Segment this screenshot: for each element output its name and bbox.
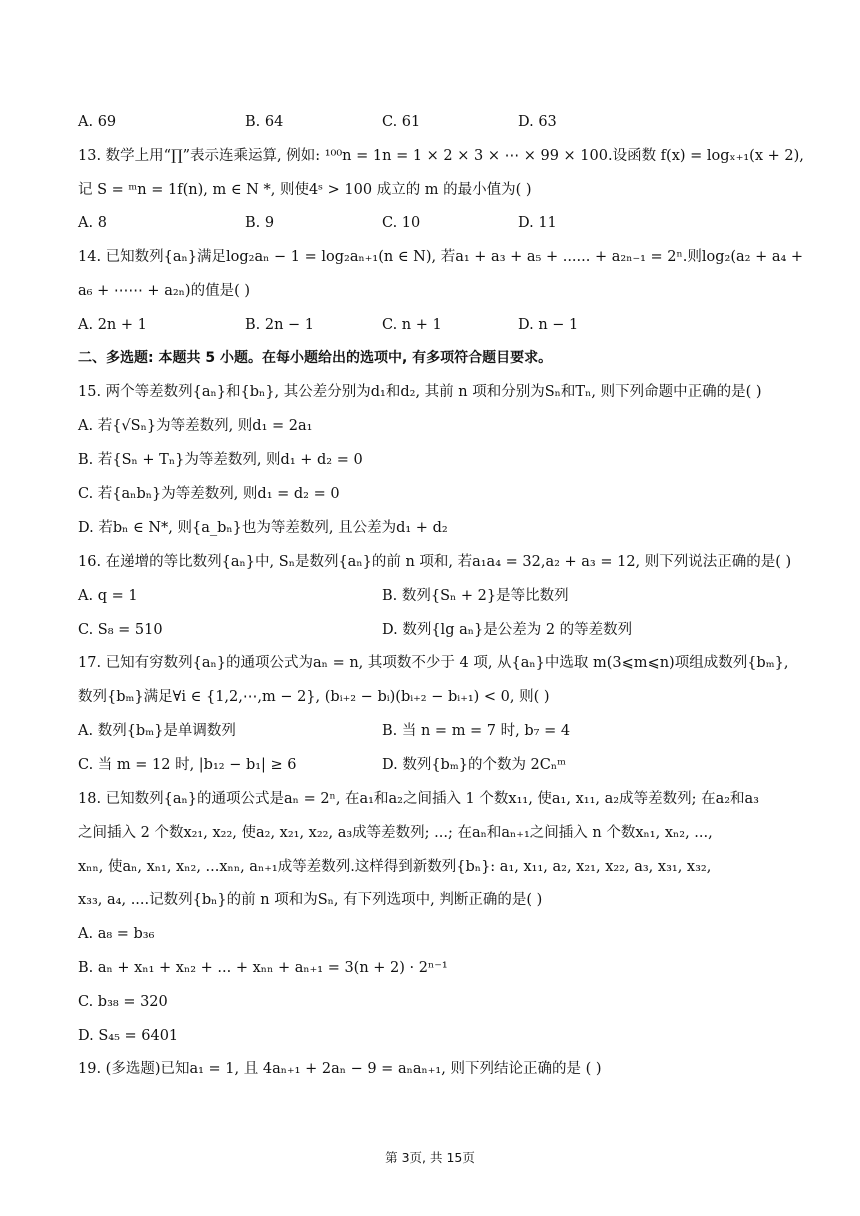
q12-option-a: A. 69 <box>78 114 117 130</box>
q13-stem-line-2: 记 S = ᵐn = 1f(n), m ∈ N *, 则使4ˢ > 100 成立的 m 的最小值为( ) <box>78 182 532 198</box>
q18-option-a: A. a₈ = b₃₆ <box>78 926 155 942</box>
q13-option-c: C. 10 <box>382 215 421 231</box>
q16-option-c: C. S₈ = 510 <box>78 622 163 638</box>
q14-option-b: B. 2n − 1 <box>245 317 315 333</box>
q18-stem-line-1: 18. 已知数列{aₙ}的通项公式是aₙ = 2ⁿ, 在a₁和a₂之间插入 1 个数x₁₁, 使a₁, x₁₁, a₂成等差数列; 在a₂和a₃ <box>78 791 759 807</box>
q18-stem-line-4: x₃₃, a₄, ....记数列{bₙ}的前 n 项和为Sₙ, 有下列选项中, 判断正确的是( ) <box>78 892 543 908</box>
q17-option-d: D. 数列{bₘ}的个数为 2Cₙᵐ <box>382 757 567 773</box>
q12-option-d: D. 63 <box>518 114 557 130</box>
q17-option-a: A. 数列{bₘ}是单调数列 <box>78 723 236 739</box>
q17-option-b: B. 当 n = m = 7 时, b₇ = 4 <box>382 723 571 739</box>
q19-stem-line-1: 19. (多选题)已知a₁ = 1, 且 4aₙ₊₁ + 2aₙ − 9 = aₙaₙ₊₁, 则下列结论正确的是 ( ) <box>78 1061 602 1077</box>
q17-stem-line-1: 17. 已知有穷数列{aₙ}的通项公式为aₙ = n, 其项数不少于 4 项, 从{aₙ}中选取 m(3⩽m⩽n)项组成数列{bₘ}, <box>78 655 789 671</box>
q15-option-d: D. 若bₙ ∈ N*, 则{a_bₙ}也为等差数列, 且公差为d₁ + d₂ <box>78 520 448 536</box>
q12-option-b: B. 64 <box>245 114 284 130</box>
q14-option-a: A. 2n + 1 <box>78 317 147 333</box>
q13-stem-line-1: 13. 数学上用“∏”表示连乘运算, 例如: ¹⁰⁰n = 1n = 1 × 2 × 3 × ⋯ × 99 × 100.设函数 f(x) = logₓ₊₁(x + 2), <box>78 148 804 164</box>
q17-option-c: C. 当 m = 12 时, |b₁₂ − b₁| ≥ 6 <box>78 757 297 773</box>
q15-stem-line-1: 15. 两个等差数列{aₙ}和{bₙ}, 其公差分别为d₁和d₂, 其前 n 项和分别为Sₙ和Tₙ, 则下列命题中正确的是( ) <box>78 384 762 400</box>
q13-option-b: B. 9 <box>245 215 275 231</box>
q15-option-c: C. 若{aₙbₙ}为等差数列, 则d₁ = d₂ = 0 <box>78 486 340 502</box>
section-heading-multiple-choice: 二、多选题: 本题共 5 小题。在每小题给出的选项中, 有多项符合题目要求。 <box>78 350 553 366</box>
q13-option-a: A. 8 <box>78 215 107 231</box>
q16-option-b: B. 数列{Sₙ + 2}是等比数列 <box>382 588 569 604</box>
q17-stem-line-2: 数列{bₘ}满足∀i ∈ {1,2,⋯,m − 2}, (bᵢ₊₂ − bᵢ)(bᵢ₊₂ − bᵢ₊₁) < 0, 则( ) <box>78 689 550 705</box>
q14-option-d: D. n − 1 <box>518 317 579 333</box>
page-footer: 第 3页, 共 15页 <box>385 1150 475 1165</box>
q14-stem-line-2: a₆ + ⋯⋯ + a₂ₙ)的值是( ) <box>78 283 251 299</box>
q15-option-b: B. 若{Sₙ + Tₙ}为等差数列, 则d₁ + d₂ = 0 <box>78 452 363 468</box>
q18-stem-line-2: 之间插入 2 个数x₂₁, x₂₂, 使a₂, x₂₁, x₂₂, a₃成等差数列; ...; 在aₙ和aₙ₊₁之间插入 n 个数xₙ₁, xₙ₂, ..., <box>78 825 713 841</box>
q16-option-a: A. q = 1 <box>78 588 138 604</box>
q13-option-d: D. 11 <box>518 215 557 231</box>
q16-option-d: D. 数列{lg aₙ}是公差为 2 的等差数列 <box>382 622 633 638</box>
q12-option-c: C. 61 <box>382 114 421 130</box>
q16-stem-line-1: 16. 在递增的等比数列{aₙ}中, Sₙ是数列{aₙ}的前 n 项和, 若a₁a₄ = 32,a₂ + a₃ = 12, 则下列说法正确的是( ) <box>78 554 792 570</box>
q14-option-c: C. n + 1 <box>382 317 442 333</box>
q14-stem-line-1: 14. 已知数列{aₙ}满足log₂aₙ − 1 = log₂aₙ₊₁(n ∈ N), 若a₁ + a₃ + a₅ + ...... + a₂ₙ₋₁ = 2ⁿ.则log₂(a₂ + a₄ + <box>78 249 804 265</box>
q18-option-b: B. aₙ + xₙ₁ + xₙ₂ + ... + xₙₙ + aₙ₊₁ = 3(n + 2) · 2ⁿ⁻¹ <box>78 960 448 976</box>
q15-option-a: A. 若{√Sₙ}为等差数列, 则d₁ = 2a₁ <box>78 418 313 434</box>
q18-option-c: C. b₃₈ = 320 <box>78 994 168 1010</box>
q18-stem-line-3: xₙₙ, 使aₙ, xₙ₁, xₙ₂, ...xₙₙ, aₙ₊₁成等差数列.这样得到新数列{bₙ}: a₁, x₁₁, a₂, x₂₁, x₂₂, a₃, x₃₁, x₃₂, <box>78 859 712 875</box>
q18-option-d: D. S₄₅ = 6401 <box>78 1028 179 1044</box>
